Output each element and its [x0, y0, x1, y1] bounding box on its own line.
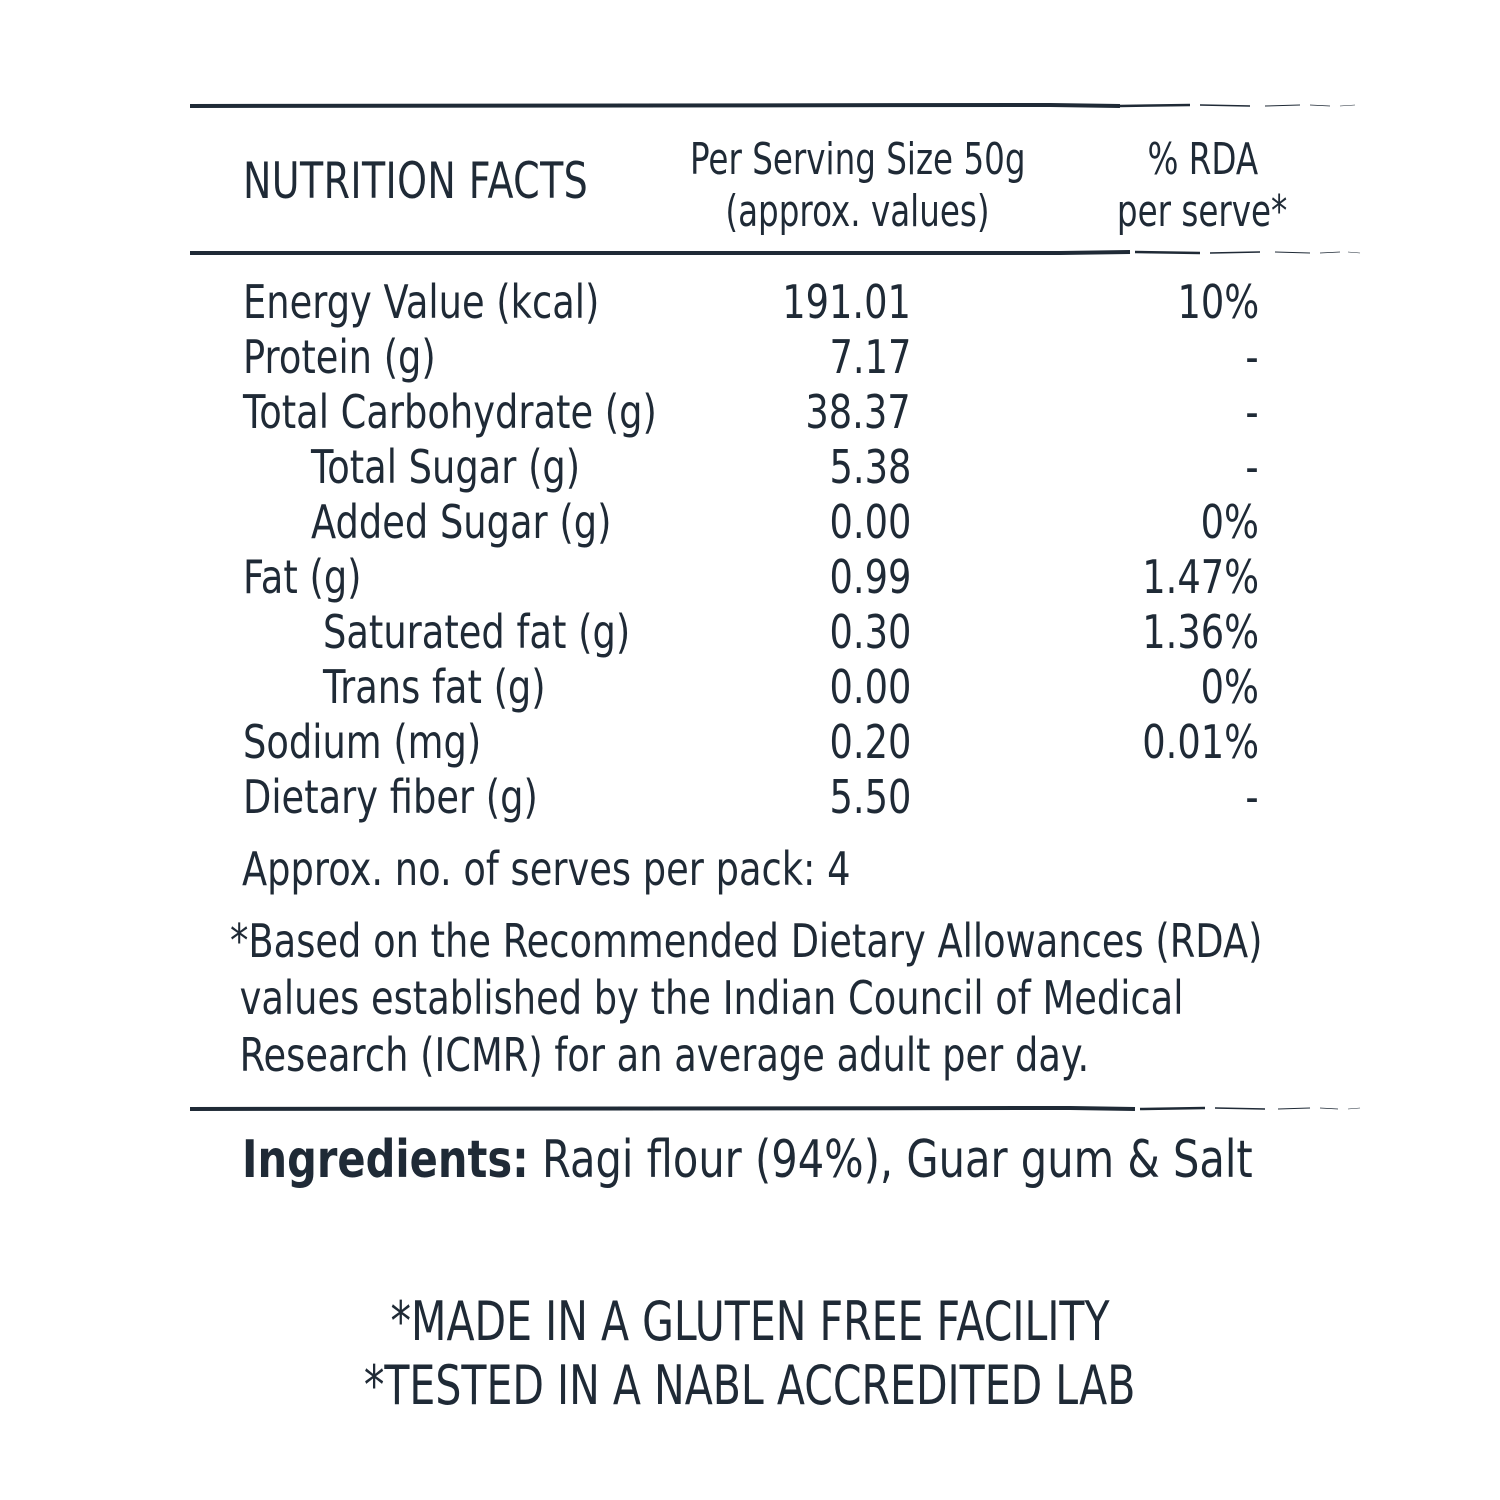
nutrient-rda: 1.47% [1142, 550, 1259, 604]
table-row [0, 440, 1500, 495]
nutrient-label: Saturated fat (g) [323, 605, 631, 659]
serving-size-header [630, 134, 1085, 238]
nabl-lab-claim: *TESTED IN A NABL ACCREDITED LAB [364, 1354, 1136, 1417]
table-row [0, 385, 1500, 440]
nutrient-rda: 0.01% [1142, 715, 1259, 769]
footnote-line: *Based on the Recommended Dietary Allowances (RDA) [230, 914, 1263, 968]
ingredients [242, 1128, 1253, 1192]
claims [0, 1290, 1500, 1418]
nutrient-label: Dietary fiber (g) [243, 770, 538, 824]
gluten-free-claim: *MADE IN A GLUTEN FREE FACILITY [390, 1290, 1110, 1353]
nutrient-rda: 0% [1200, 495, 1259, 549]
nutrient-value: 38.37 [805, 385, 911, 439]
nutrient-value: 5.50 [829, 770, 911, 824]
nutrient-label: Protein (g) [243, 330, 436, 384]
nutrient-label: Added Sugar (g) [311, 495, 612, 549]
table-row [0, 660, 1500, 715]
table-row [0, 495, 1500, 550]
nutrition-facts-title: NUTRITION FACTS [243, 152, 589, 210]
rda-header-line2: per serve* [1117, 186, 1288, 237]
nutrient-value: 191.01 [782, 275, 911, 329]
nutrient-label: Energy Value (kcal) [243, 275, 600, 329]
table-row [0, 715, 1500, 770]
nutrient-rda: 1.36% [1142, 605, 1259, 659]
nutrient-label: Fat (g) [243, 550, 362, 604]
ingredients-text: Ragi flour (94%), Guar gum & Salt [541, 1130, 1253, 1190]
table-row [0, 550, 1500, 605]
footnote-line: Research (ICMR) for an average adult per day. [239, 1028, 1090, 1082]
nutrient-value: 7.17 [829, 330, 911, 384]
rda-header-line1: % RDA [1147, 134, 1258, 185]
nutrient-value: 0.00 [829, 495, 911, 549]
serving-size-line2: (approx. values) [725, 186, 990, 237]
nutrient-label: Total Carbohydrate (g) [243, 385, 657, 439]
serves-per-pack: Approx. no. of serves per pack: 4 [242, 842, 851, 896]
ingredients-label: Ingredients: [242, 1130, 529, 1190]
nutrient-value: 5.38 [829, 440, 911, 494]
nutrient-label: Trans fat (g) [323, 660, 546, 714]
table-row [0, 330, 1500, 385]
nutrient-label: Sodium (mg) [243, 715, 482, 769]
nutrient-label: Total Sugar (g) [311, 440, 581, 494]
bottom-divider [190, 1105, 1362, 1113]
rda-header [1085, 134, 1320, 238]
table-row [0, 605, 1500, 660]
nutrient-rda: - [1245, 330, 1259, 384]
nutrient-table [0, 275, 1500, 825]
nutrient-rda: 10% [1177, 275, 1259, 329]
nutrient-value: 0.30 [829, 605, 911, 659]
nutrient-rda: - [1245, 770, 1259, 824]
nutrient-rda: 0% [1200, 660, 1259, 714]
table-row [0, 275, 1500, 330]
nutrient-rda: - [1245, 440, 1259, 494]
nutrient-value: 0.20 [829, 715, 911, 769]
nutrient-rda: - [1245, 385, 1259, 439]
top-divider [190, 102, 1362, 110]
footnote-line: values established by the Indian Council of Medical [239, 971, 1184, 1025]
header-divider [190, 249, 1362, 257]
rda-footnote [230, 913, 1263, 1084]
nutrient-value: 0.00 [829, 660, 911, 714]
table-row [0, 770, 1500, 825]
nutrient-value: 0.99 [829, 550, 911, 604]
serving-size-line1: Per Serving Size 50g [689, 134, 1026, 185]
